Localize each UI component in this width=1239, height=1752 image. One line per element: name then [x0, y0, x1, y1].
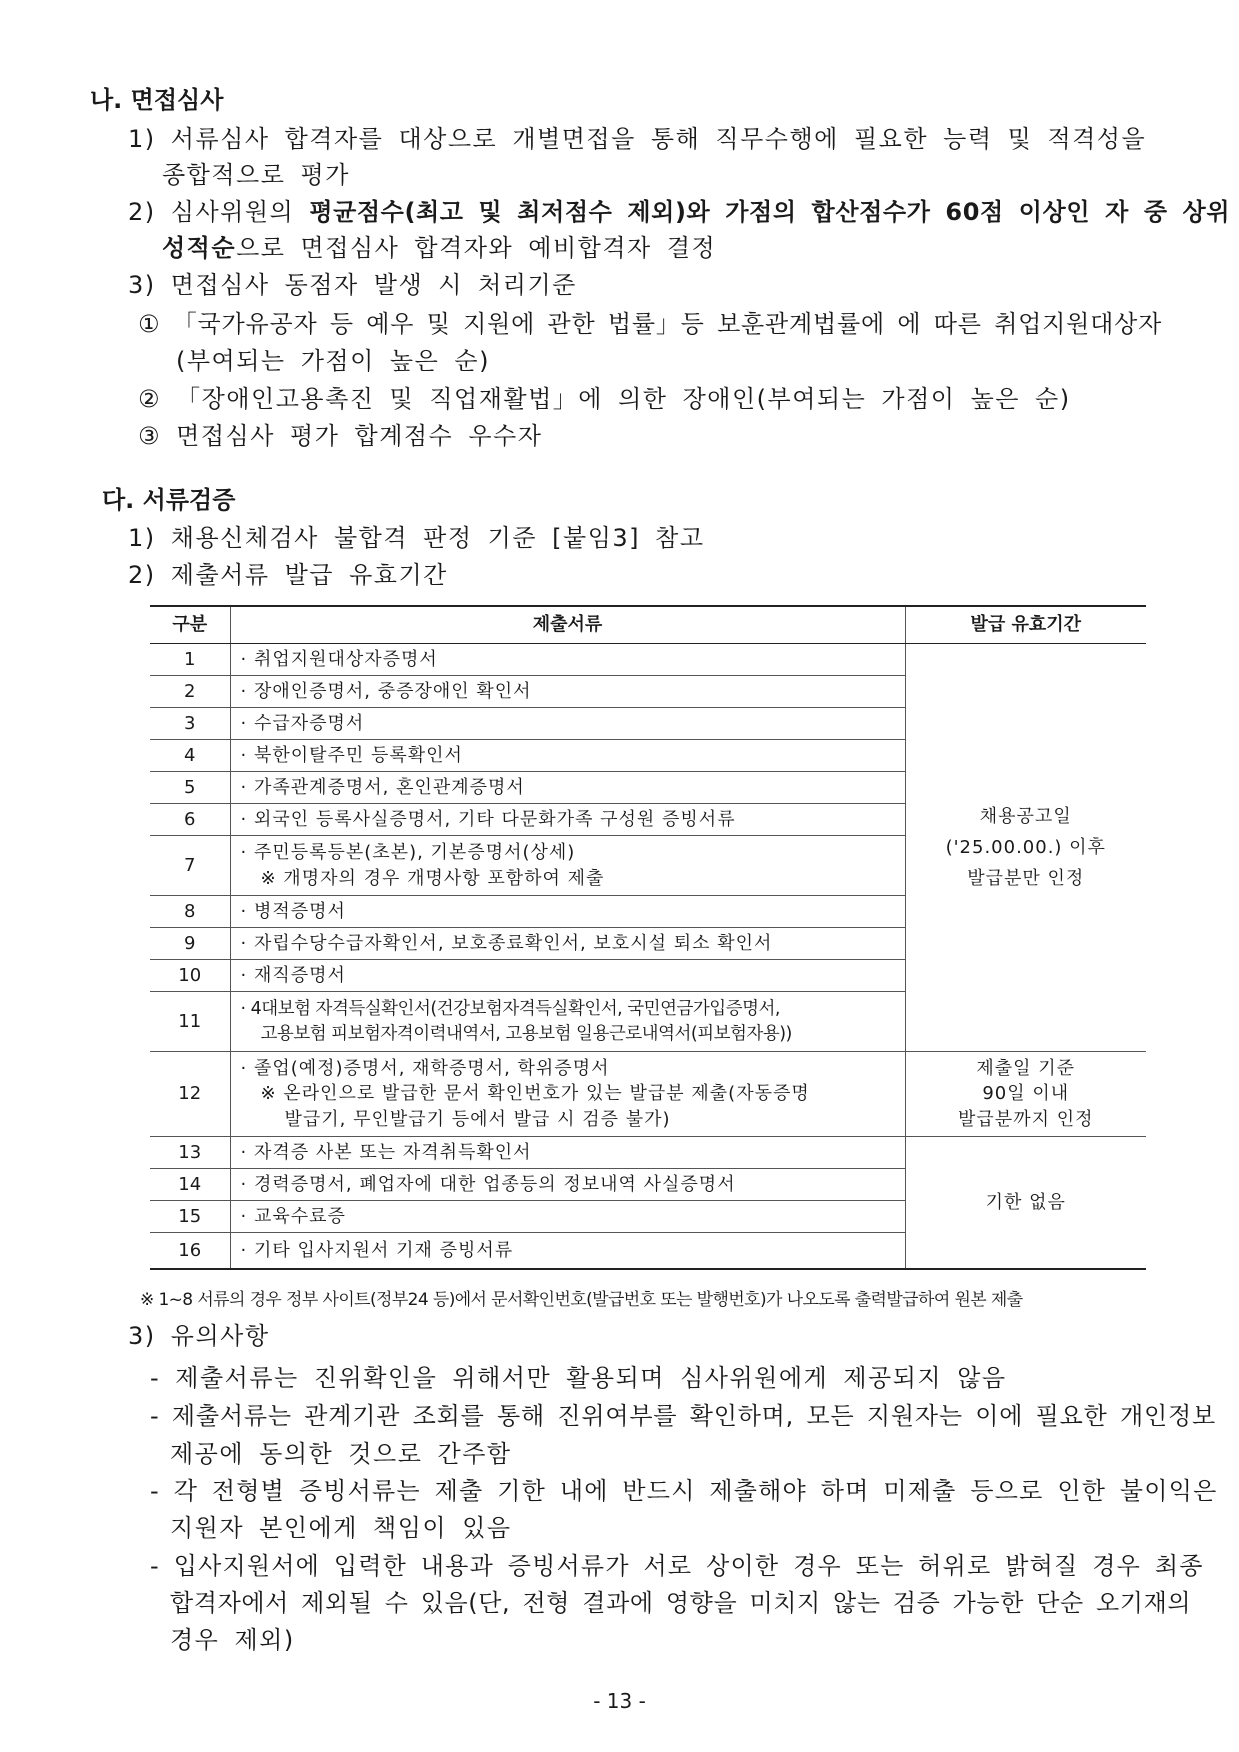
row-document: · 수급자증명서: [230, 708, 905, 740]
interview-item-2-line-2: [162, 234, 716, 263]
validity-group-2-line-1: 제출일 기준: [976, 1058, 1076, 1080]
interview-item-1-text: 1) 서류심사 합격자를 대상으로 개별면접을 통해 직무수행에 필요한 능력 및 적격성을: [128, 125, 1147, 153]
row-document: · 취업지원대상자증명서: [230, 644, 905, 676]
row-number: 3: [150, 708, 230, 740]
row-number: 2: [150, 676, 230, 708]
column-header-category: 구분: [150, 606, 230, 644]
row-document: [230, 836, 905, 896]
row-document: · 기타 입사지원서 기재 증빙서류: [230, 1233, 905, 1269]
row-number: 5: [150, 772, 230, 804]
row-document: · 자격증 사본 또는 자격취득확인서: [230, 1137, 905, 1169]
interview-item-3: 3) 면접심사 동점자 발생 시 처리기준: [128, 271, 577, 299]
row-document: · 병적증명서: [230, 896, 905, 928]
caution-bullet-1: - 제출서류는 진위확인을 위해서만 활용되며 심사위원에게 제공되지 않음: [150, 1364, 1007, 1392]
row-number: 12: [150, 1052, 230, 1137]
table-row: [150, 1052, 1146, 1137]
row-number: 7: [150, 836, 230, 896]
caution-bullet-4-line-2: 합격자에서 제외될 수 있음(단, 전형 결과에 영향을 미치지 않는 검증 가능한 단순 오기재의: [170, 1589, 1192, 1617]
row-document-note-2: 발급기, 무인발급기 등에서 발급 시 검증 불가): [284, 1108, 671, 1130]
issuance-note: ※ 1~8 서류의 경우 정부 사이트(정부24 등)에서 문서확인번호(발급번호 또는 발행번호)가 나오도록 출력발급하여 원본 제출: [140, 1290, 1023, 1310]
row-number: 6: [150, 804, 230, 836]
tiebreak-criterion-1-line-2: (부여되는 가점이 높은 순): [176, 347, 490, 375]
row-document: [230, 1052, 905, 1137]
row-document: · 가족관계증명서, 혼인관계증명서: [230, 772, 905, 804]
caution-bullet-2-line-2: 제공에 동의한 것으로 간주함: [170, 1440, 512, 1468]
row-document: · 경력증명서, 폐업자에 대한 업종등의 정보내역 사실증명서: [230, 1169, 905, 1201]
page-number: - 13 -: [593, 1689, 646, 1713]
column-header-validity: 발급 유효기간: [905, 606, 1146, 644]
interview-item-1-line-1: [128, 125, 1146, 154]
row-number: 9: [150, 928, 230, 960]
caution-bullet-2-line-1: [150, 1402, 1216, 1431]
interview-item-2-rest: 으로 면접심사 합격자와 예비합격자 결정: [236, 234, 717, 262]
row-number: 15: [150, 1201, 230, 1233]
validity-group-1-line-2: ('25.00.00.) 이후: [945, 837, 1106, 858]
document-validity-table: [150, 605, 1146, 1270]
validity-group-1-line-1: 채용공고일: [979, 806, 1072, 827]
table-row: [150, 644, 1146, 676]
column-header-documents: 제출서류: [230, 606, 905, 644]
row-number: 8: [150, 896, 230, 928]
validity-group-1-line-3: 발급분만 인정: [967, 868, 1085, 889]
caution-bullet-3-line-2: 지원자 본인에게 책임이 있음: [170, 1514, 512, 1542]
row-document-note: ※ 개명자의 경우 개명사항 포함하여 제출: [260, 867, 605, 889]
interview-item-2-prefix: 2) 심사위원의: [128, 198, 310, 226]
row-number: 10: [150, 960, 230, 992]
caution-bullet-4-line-3: 경우 제외): [170, 1626, 295, 1654]
validity-group-2-line-2: 90일 이내: [982, 1083, 1070, 1105]
row-document: [230, 992, 905, 1052]
row-document: · 북한이탈주민 등록확인서: [230, 740, 905, 772]
row-document: · 교육수료증: [230, 1201, 905, 1233]
row-document-line: · 4대보험 자격득실확인서(건강보험자격득실확인서, 국민연금가입증명서,: [240, 999, 780, 1019]
row-number: 13: [150, 1137, 230, 1169]
row-document-line-2: 고용보험 피보험자격이력내역서, 고용보험 일용근로내역서(피보험자용)): [260, 1023, 792, 1044]
caution-bullet-2-text: - 제출서류는 관계기관 조회를 통해 진위여부를 확인하며, 모든 지원자는 이에 필요한 개인정보: [150, 1402, 1216, 1430]
row-document-line: · 주민등록등본(초본), 기본증명서(상세): [240, 842, 576, 864]
tiebreak-criterion-1-line-1: ① 「국가유공자 등 예우 및 지원에 관한 법률」등 보훈관계법률에 에 따른 취업지원대상자: [138, 310, 1163, 338]
verification-item-3: 3) 유의사항: [128, 1322, 270, 1350]
row-document-line: · 졸업(예정)증명서, 재학증명서, 학위증명서: [240, 1058, 610, 1080]
section-heading-interview: 나. 면접심사: [90, 86, 224, 114]
tiebreak-criterion-3: ③ 면접심사 평가 합계점수 우수자: [138, 422, 543, 450]
caution-bullet-4-line-1: - 입사지원서에 입력한 내용과 증빙서류가 서로 상이한 경우 또는 허위로 밝혀질 경우 최종: [150, 1552, 1204, 1580]
interview-item-1-line-2: 종합적으로 평가: [162, 161, 350, 189]
table-header-row: [150, 606, 1146, 644]
row-number: 14: [150, 1169, 230, 1201]
table-row: [150, 1137, 1146, 1169]
row-number: 16: [150, 1233, 230, 1269]
row-document: · 장애인증명서, 중증장애인 확인서: [230, 676, 905, 708]
row-document: · 외국인 등록사실증명서, 기타 다문화가족 구성원 증빙서류: [230, 804, 905, 836]
verification-item-1: 1) 채용신체검사 불합격 판정 기준 [붙임3] 참고: [128, 524, 705, 552]
validity-group-3: 기한 없음: [905, 1137, 1146, 1269]
row-document: · 재직증명서: [230, 960, 905, 992]
row-number: 4: [150, 740, 230, 772]
interview-item-2-bold-2: 성적순: [162, 234, 237, 262]
section-heading-document-verification: 다. 서류검증: [102, 486, 236, 514]
row-number: 1: [150, 644, 230, 676]
caution-bullet-3-line-1: - 각 전형별 증빙서류는 제출 기한 내에 반드시 제출해야 하며 미제출 등으로 인한 불이익은: [150, 1477, 1218, 1505]
validity-group-2-line-3: 발급분까지 인정: [958, 1108, 1094, 1130]
row-document: · 자립수당수급자확인서, 보호종료확인서, 보호시설 퇴소 확인서: [230, 928, 905, 960]
interview-item-2-bold: 평균점수(최고 및 최저점수 제외)와 가점의 합산점수가 60점 이상인 자 중 상위: [309, 198, 1231, 226]
tiebreak-criterion-2: ② 「장애인고용촉진 및 직업재활법」에 의한 장애인(부여되는 가점이 높은 순): [138, 385, 1071, 413]
row-number: 11: [150, 992, 230, 1052]
interview-item-2-line-1: [128, 198, 1230, 227]
validity-group-2: [905, 1052, 1146, 1137]
verification-item-2: 2) 제출서류 발급 유효기간: [128, 561, 448, 589]
row-document-note: ※ 온라인으로 발급한 문서 확인번호가 있는 발급분 제출(자동증명: [260, 1083, 810, 1105]
validity-group-1: [905, 644, 1146, 1052]
